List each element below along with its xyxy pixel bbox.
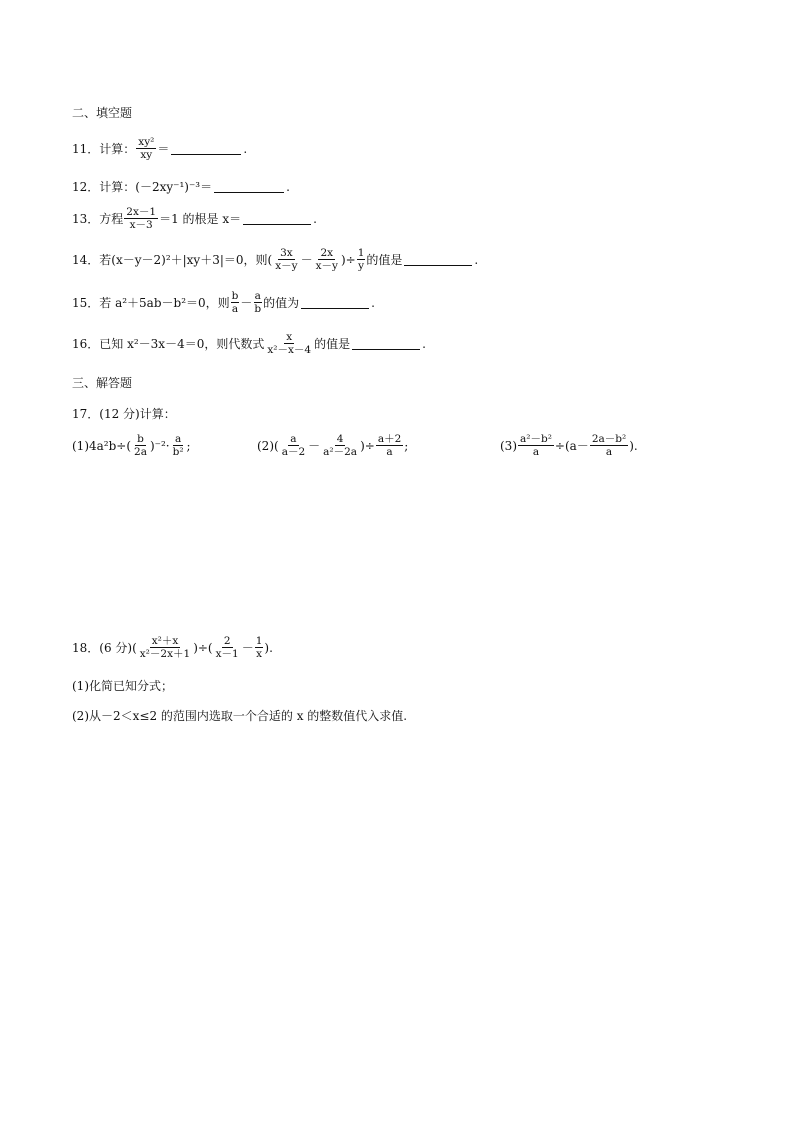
section-title-problems: 三、解答题 [72,376,133,390]
q11-prefix: 11．计算： [72,142,136,156]
q14-fraction-1 [273,247,299,272]
q13-numerator: 2x－1 [126,206,157,218]
question-15 [72,290,375,315]
q16-mid: 的值是 [314,337,351,351]
q17-p3-end: ). [629,438,638,453]
q12-answer-blank[interactable] [214,180,284,193]
q14-f2-numerator: 2x [320,247,334,259]
q18-minus: － [241,641,254,655]
q14-prefix: 14．若(x－y－2)²＋|xy＋3|＝0，则( [72,253,273,267]
q15-f2-numerator: a [254,290,261,302]
q15-answer-blank[interactable] [301,296,369,309]
q17-p3-f2-numerator: 2a－b² [591,433,627,445]
q17-p2-fraction-1 [280,433,307,458]
q13-fraction [124,206,158,231]
q17-p2-f1-numerator: a [290,433,297,445]
q17-part-1 [72,433,191,458]
q15-fraction-1 [231,290,240,315]
q15-f1-denominator: a [231,303,239,315]
q18-fraction-3 [255,635,264,660]
q17-p1-end: ; [186,438,191,453]
q14-f1-denominator: x－y [275,260,298,272]
q14-mid: 的值是 [366,253,403,267]
q18-fraction-2 [214,635,241,660]
q17-p2-fraction-2 [321,433,359,458]
q16-denominator: x²－x－4 [267,344,312,356]
question-12 [72,178,290,195]
q14-f3-denominator: y [358,260,365,272]
q17-p2-f2-numerator: 4 [336,433,344,445]
q18-f3-denominator: x [256,648,263,660]
q16-fraction [265,331,313,356]
q14-divide: )÷ [340,252,356,267]
q14-f2-denominator: x－y [315,260,338,272]
q12-period: . [286,179,290,194]
q13-period: . [313,211,317,226]
q17-p1-f2-numerator: a [174,433,182,445]
q16-prefix: 16．已知 x²－3x－4＝0，则代数式 [72,337,265,351]
q15-fraction-2 [253,290,262,315]
q13-denominator: x－3 [129,219,153,231]
q17-part-3 [500,433,638,458]
q18-f2-numerator: 2 [223,635,231,647]
q17-part-2 [257,433,408,458]
q17-p1-f1-numerator: b [137,433,144,445]
question-11 [72,136,247,161]
q17-p1-f2-denominator: b² [172,446,184,458]
q17-p1-fraction-1 [132,433,149,458]
q13-prefix: 13．方程 [72,212,124,226]
q18-fraction-1 [138,635,192,660]
q17-p3-divide: ÷(a－ [554,439,589,453]
q11-numerator: xy² [138,136,155,148]
q15-f2-denominator: b [254,303,262,315]
q14-answer-blank[interactable] [404,253,472,266]
q15-period: . [371,295,375,310]
q17-p1-mid: )⁻²· [149,438,170,453]
q11-answer-blank[interactable] [171,142,241,155]
q14-fraction-2 [314,247,340,272]
q14-fraction-3 [357,247,366,272]
q13-mid: ＝1 的根是 x＝ [159,212,242,226]
q16-answer-blank[interactable] [352,337,420,350]
q18-subquestion-1: (1)化简已知分式； [72,679,173,693]
q16-numerator: x [286,331,293,343]
question-18 [72,635,273,660]
q18-divide: )÷( [193,640,213,655]
q17-p2-label: (2)( [257,438,279,453]
q18-f1-numerator: x²＋x [151,635,179,647]
q18-end: ). [264,640,273,655]
q15-prefix: 15．若 a²＋5ab－b²＝0，则 [72,296,230,310]
q17-p2-f3-numerator: a＋2 [377,433,402,445]
q17-p2-f1-denominator: a－2 [281,446,306,458]
q18-f3-numerator: 1 [255,635,263,647]
q17-p1-fraction-2 [171,433,186,458]
q17-p1-f1-denominator: 2a [134,446,147,458]
q15-f1-numerator: b [231,290,239,302]
q14-minus: － [300,253,313,267]
q17-p1-label: (1)4a²b÷( [72,438,132,453]
question-17-heading: 17．(12 分)计算： [72,407,176,421]
q15-minus: － [240,296,253,310]
section-title-fill-blank: 二、填空题 [72,106,133,120]
q17-p2-fraction-3 [376,433,403,458]
q14-f3-numerator: 1 [357,247,365,259]
q17-p2-minus: － [308,439,321,453]
q11-period: . [243,141,248,156]
q17-p2-f3-denominator: a [386,446,393,458]
q15-mid: 的值为 [263,296,300,310]
q11-equals: ＝ [157,142,170,156]
q13-answer-blank[interactable] [243,212,311,225]
q11-fraction [136,136,156,161]
q17-p3-f1-numerator: a²－b² [520,433,552,445]
q18-f1-denominator: x²－2x＋1 [139,648,191,660]
q17-p2-divide: )÷ [360,438,375,453]
q17-p3-f1-denominator: a [532,446,540,458]
q14-f1-numerator: 3x [280,247,293,259]
q16-period: . [422,336,426,351]
q12-text: 12．计算：(－2xy⁻¹)⁻³＝ [72,180,213,194]
q17-p3-label: (3) [500,438,517,453]
question-13 [72,206,317,231]
q11-denominator: xy [140,149,153,161]
q17-p3-fraction-1 [518,433,554,458]
question-14 [72,247,478,272]
q18-subquestion-2: (2)从－2＜x≤2 的范围内选取一个合适的 x 的整数值代入求值. [72,709,408,723]
q14-period: . [474,252,479,267]
q17-p3-f2-denominator: a [605,446,613,458]
question-16 [72,331,426,356]
q18-f2-denominator: x－1 [215,648,239,660]
q17-p2-f2-denominator: a²－2a [323,446,358,458]
q18-prefix: 18．(6 分)( [72,641,137,655]
q17-p3-fraction-2 [590,433,628,458]
q17-p2-end: ; [404,438,409,453]
